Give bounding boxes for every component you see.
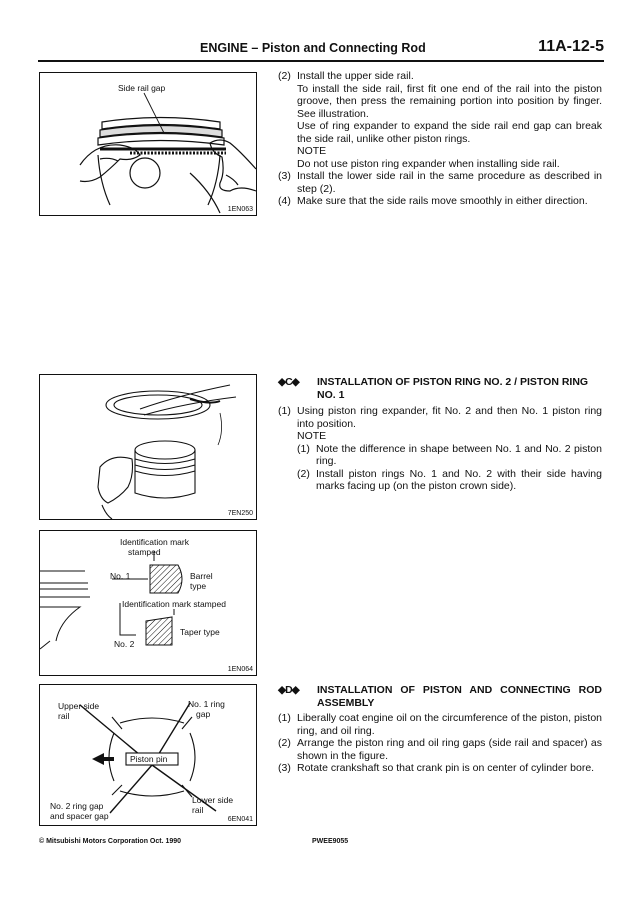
footer-doc-code: PWEE9055 — [312, 838, 349, 845]
page-number: 11A-12-5 — [538, 38, 604, 55]
step-d-3: (3) Rotate crankshaft so that crank pin is on center of cylinder bore. — [278, 762, 595, 774]
note-c-1: (1) Note the difference in shape between No. 1 and No. 2 piston ring. — [297, 442, 602, 467]
section-c-mark: ◆C◆ — [278, 376, 299, 388]
side-rail-illustration — [40, 73, 256, 215]
label-no1-ring-gap: No. 1 ring gap — [188, 699, 225, 719]
label-ident-mark-mid: Identification mark stamped — [122, 599, 226, 609]
figure-code: 1EN064 — [227, 666, 253, 673]
section-title: ENGINE – Piston and Connecting Rod — [200, 41, 426, 55]
step-d-2: (2) Arrange the piston ring and oil ring gaps (side rail and spacer) as shown in the figure. — [278, 737, 602, 762]
ring-expander-illustration — [40, 375, 256, 519]
label-no2: No. 2 — [114, 639, 135, 649]
figure-code: 1EN063 — [227, 206, 253, 213]
page-header — [38, 38, 604, 62]
label-no1: No. 1 — [110, 571, 131, 581]
figure-ring-identification — [39, 530, 257, 676]
footer-copyright: © Mitsubishi Motors Corporation Oct. 1990 — [39, 838, 182, 845]
label-no2-ring-gap: No. 2 ring gap and spacer gap — [50, 801, 109, 821]
heading-section-d — [278, 684, 602, 709]
section-d-title: INSTALLATION OF PISTON AND CONNECTING ROD ASSEMBLY — [317, 684, 602, 709]
section-d-mark: ◆D◆ — [278, 684, 299, 696]
label-taper-type: Taper type — [180, 627, 220, 637]
label-ident-mark-top: Identification mark stamped — [120, 537, 189, 557]
upper-side-rail-steps — [278, 70, 602, 208]
label-lower-side-rail: Lower side rail — [192, 795, 234, 815]
figure-code: 6EN041 — [227, 816, 253, 823]
section-c-steps — [278, 405, 602, 493]
figure-ring-expander — [39, 374, 257, 520]
step-3: (3) Install the lower side rail in the same procedure as described in step (2). — [278, 170, 602, 195]
note-text: Do not use piston ring expander when installing side rail. — [297, 157, 560, 170]
label-barrel-type: Barrel type — [190, 571, 213, 591]
figure-ring-gap-arrangement — [39, 684, 257, 826]
section-c-title: INSTALLATION OF PISTON RING NO. 2 / PISTON RING NO. 1 — [317, 376, 589, 401]
section-d-steps — [278, 712, 602, 775]
step-4: (4) Make sure that the side rails move smoothly in either direction. — [278, 195, 588, 207]
note-label: NOTE — [297, 430, 327, 442]
label-upper-side-rail: Upper side rail — [58, 701, 100, 721]
figure-side-rail-install — [39, 72, 257, 216]
step-c-1: (1) Using piston ring expander, fit No. 2 and then No. 1 piston ring into position. NOTE — [278, 405, 602, 442]
step-2: (2) Install the upper side rail. To install the side rail, first fit one end of the rail into the piston groove, then press the remaining portion into position by finger. See illustration. Use of ring expander to expand the side rail end gap can break the side rail, unlike other piston rings. NOTE Do not use piston ring expander when installing side rail. — [278, 70, 602, 170]
figure-code: 7EN250 — [227, 510, 253, 517]
step-d-1: (1) Liberally coat engine oil on the circumference of the piston, piston ring, and oil ring. — [278, 712, 602, 737]
note-label: NOTE — [297, 145, 327, 157]
label-side-rail-gap: Side rail gap — [118, 83, 166, 93]
heading-section-c — [278, 376, 602, 401]
label-piston-pin: Piston pin — [130, 754, 168, 764]
note-c-2: (2) Install piston rings No. 1 and No. 2 with their side having marks facing up (on the piston crown side). — [297, 467, 602, 492]
